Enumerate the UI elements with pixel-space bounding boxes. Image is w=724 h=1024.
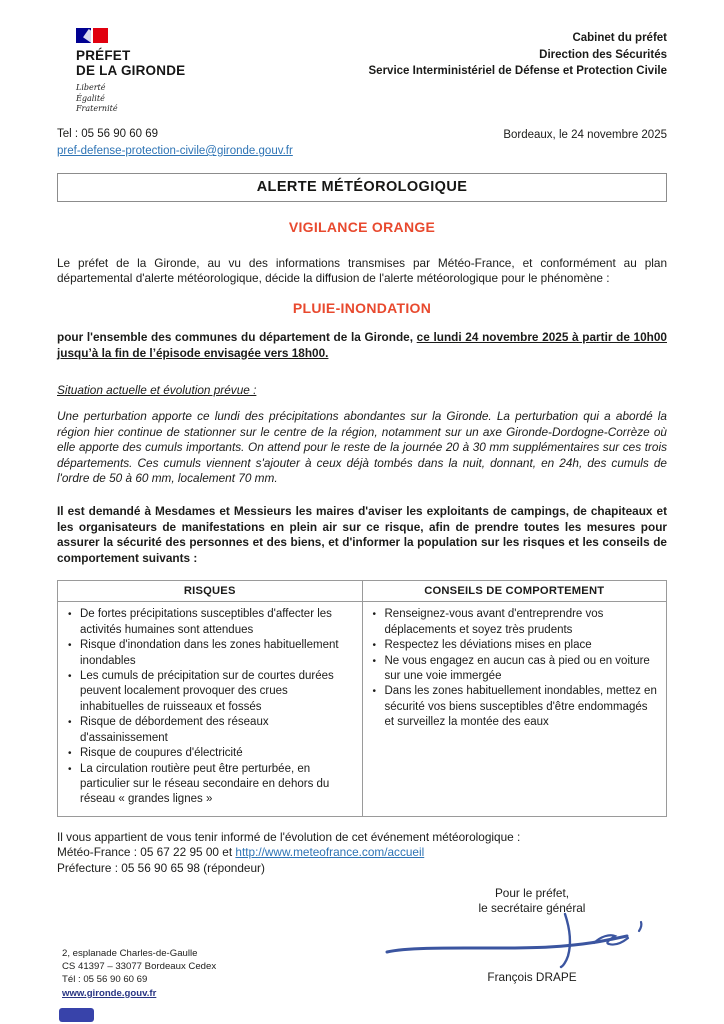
issuing-office	[369, 28, 667, 80]
alert-title-box	[57, 173, 667, 202]
list-item: • Renseignez-vous avant d'entreprendre vos déplacements et soyez très prudents	[371, 607, 659, 638]
handwritten-signature	[379, 912, 679, 970]
scope-underlined: ce lundi 24 novembre 2025 à partir de 10h00 jusqu’à la fin de l’épisode envisagée vers 18h00.	[57, 329, 667, 360]
list-item: • Dans les zones habituellement inondables, mettez en sécurité vos biens susceptibles d'être endommagés et surveillez la montée des eaux	[371, 684, 659, 730]
signature-role-line1: Pour le préfet,	[494, 885, 570, 900]
info-line2	[57, 845, 667, 861]
list-item: • De fortes précipitations susceptibles d'affecter les activités humaines sont attendues	[66, 607, 354, 638]
signatory-name: François DRAPE	[487, 969, 577, 984]
info-line1: Il vous appartient de vous tenir informé de l'évolution de cet événement météorologique :	[57, 829, 521, 844]
risks-cell	[58, 602, 363, 816]
logo-line1: PRÉFET	[76, 48, 131, 63]
motto-fraternite: Fraternité	[76, 104, 118, 113]
situation-paragraph: Une perturbation apporte ce lundi des précipitations abondantes sur la Gironde. La perturbation qui a abordé la région hier continue de stationner sur le centre de la région, notamment sur un axe Gironde-Dordogne-Corrèze où elle apporte des cumuls importants. On attend pour le reste de la journée 20 à 30 mm supplémentaires sur ces trois départements. Ces cumuls viennent s'ajouter à ceux déjà tombés dans la nuit, donnant, en 24h, des cumuls de l'ordre de 50 à 60 mm, localement 70 mm.	[57, 409, 667, 486]
info-line2-prefix: Météo-France : 05 67 22 95 00 et	[57, 845, 236, 860]
risks-table	[57, 580, 667, 816]
list-item: • La circulation routière peut être perturbée, en particulier sur le réseau secondaire en dehors du réseau « grandes lignes »	[66, 762, 354, 808]
footer-address-line2: CS 41397 – 33077 Bordeaux Cedex	[62, 961, 217, 973]
advice-cell	[362, 602, 667, 816]
logo-motto	[76, 83, 262, 114]
footer-phone: Tél : 05 56 90 60 69	[62, 974, 148, 986]
phenomenon-title: PLUIE-INONDATION	[292, 299, 432, 316]
signature-role-line2: le secrétaire général	[478, 901, 586, 916]
logo-line2: DE LA GIRONDE	[76, 63, 186, 79]
motto-liberte: Liberté	[76, 83, 106, 93]
footer-address	[62, 947, 216, 1000]
list-item: • Les cumuls de précipitation sur de courtes durées peuvent localement provoquer des crues inhabituelles de ruisseaux et fossés	[66, 669, 354, 715]
footer-blue-mark	[59, 1008, 94, 1022]
scope-plain: pour l'ensemble des communes du département de la Gironde,	[57, 329, 417, 344]
dateline: Bordeaux, le 24 novembre 2025	[503, 129, 667, 142]
office-line3: Service Interministériel de Défense et Protection Civile	[368, 65, 667, 78]
contact-row	[57, 126, 667, 159]
info-line3: Préfecture : 05 56 90 65 98 (répondeur)	[57, 860, 265, 875]
table-header-row	[58, 581, 667, 602]
vigilance-level: VIGILANCE ORANGE	[288, 218, 436, 235]
meteofrance-link[interactable]: http://www.meteofrance.com/accueil	[235, 845, 425, 860]
list-item: • Risque de coupures d'électricité	[66, 746, 354, 761]
office-line2: Direction des Sécurités	[539, 48, 667, 61]
phone-line: Tel : 05 56 90 60 69	[57, 128, 159, 141]
table-body-row	[58, 602, 667, 816]
list-item: • Risque de débordement des réseaux d'assainissement	[66, 715, 354, 746]
situation-heading: Situation actuelle et évolution prévue :	[57, 383, 257, 398]
contact-block	[57, 126, 293, 159]
logo-title	[76, 48, 262, 78]
intro-paragraph: Le préfet de la Gironde, au vu des informations transmises par Météo-France, et conformément au plan départemental d'alerte météorologique, décide la diffusion de l'alerte météorologique pour le phénomène :	[57, 255, 667, 286]
risks-list	[66, 607, 354, 807]
list-item: • Ne vous engagez en aucun cas à pied ou en voiture sur une voie immergée	[371, 654, 659, 685]
advice-column-header: CONSEILS DE COMPORTEMENT	[362, 581, 667, 602]
document-header	[57, 28, 667, 114]
advice-list	[371, 607, 659, 730]
risks-column-header: RISQUES	[58, 581, 363, 602]
signature-block	[397, 886, 667, 986]
office-line1: Cabinet du préfet	[572, 32, 667, 44]
scope-paragraph	[57, 330, 667, 361]
email-link[interactable]: pref-defense-protection-civile@gironde.gouv.fr	[57, 145, 293, 158]
motto-egalite: Égalité	[76, 93, 105, 103]
alert-title: ALERTE MÉTÉOROLOGIQUE	[256, 179, 468, 196]
info-block	[57, 830, 667, 877]
footer-address-line1: 2, esplanade Charles-de-Gaulle	[62, 948, 198, 959]
website-link[interactable]: www.gironde.gouv.fr	[62, 987, 157, 999]
french-flag-icon	[76, 28, 262, 43]
list-item: • Risque d'inondation dans les zones habituellement inondables	[66, 638, 354, 669]
prefecture-logo	[57, 28, 262, 114]
request-paragraph: Il est demandé à Mesdames et Messieurs les maires d'aviser les exploitants de campings, de chapiteaux et les organisateurs de manifestations en plein air sur ce risque, afin de prendre toutes les mesures pour assurer la sécurité des personnes et des biens, et d'informer la population sur les risques et les conseils de comportement suivants :	[57, 504, 667, 565]
list-item: • Respectez les déviations mises en place	[371, 638, 659, 653]
